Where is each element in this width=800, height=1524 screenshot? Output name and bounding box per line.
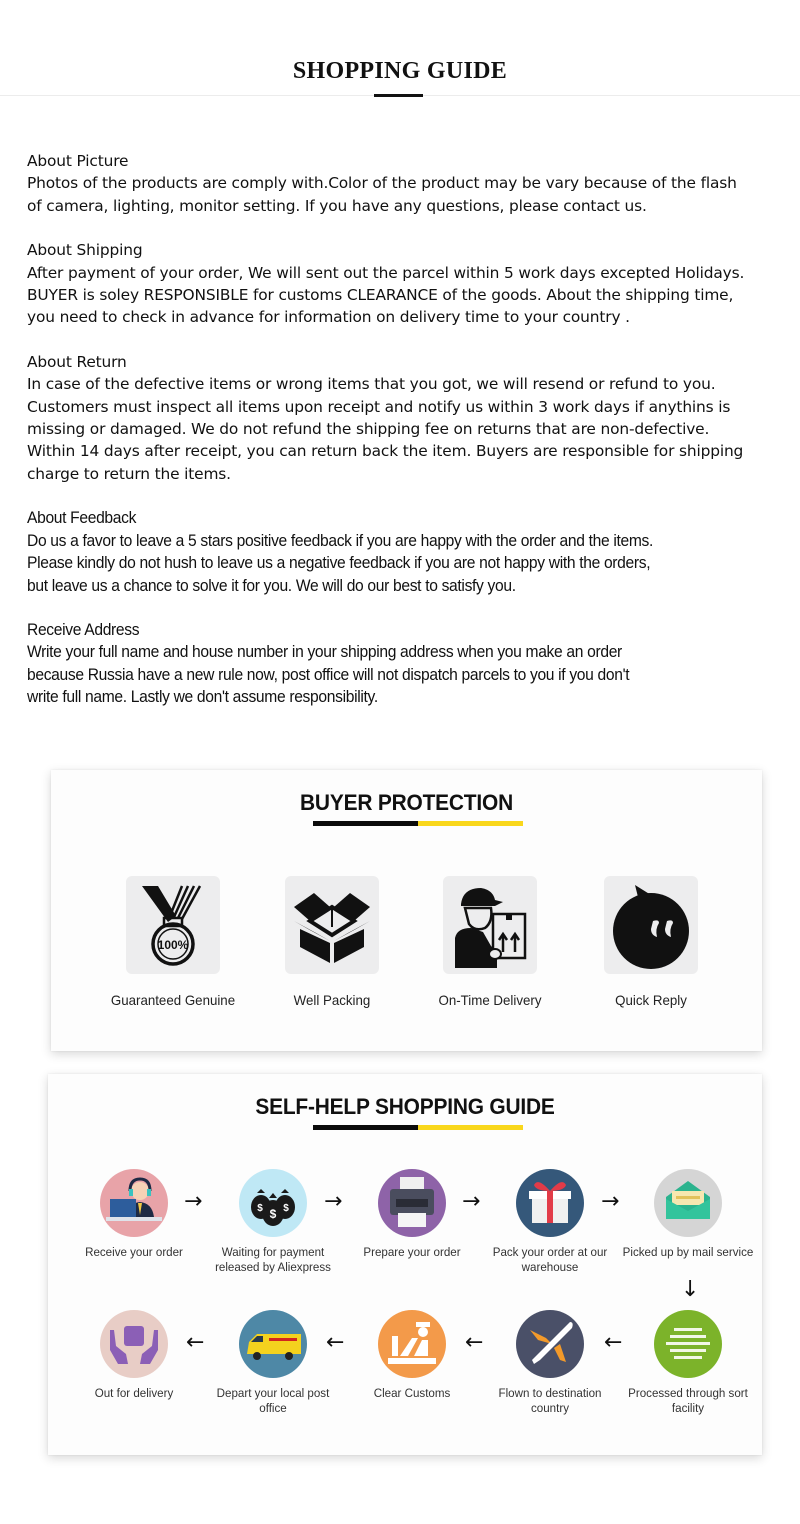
arrow-right-icon: →	[324, 1189, 343, 1214]
step-label: Receive your order	[85, 1245, 183, 1259]
shopping-guide-text	[27, 150, 787, 731]
step-clear-customs	[342, 1310, 482, 1401]
customs-officer-icon	[378, 1310, 446, 1378]
svg-text:$: $	[269, 1207, 277, 1221]
section-heading: About Feedback	[27, 508, 137, 528]
airplane-icon	[516, 1310, 584, 1378]
printer-icon	[378, 1169, 446, 1237]
title-accent-bar	[313, 1125, 523, 1130]
step-label: Clear Customs	[373, 1386, 451, 1400]
step-receive-order	[64, 1169, 204, 1260]
feature-on-time-delivery	[410, 876, 570, 1008]
step-picked-up	[618, 1169, 758, 1260]
page-title: SHOPPING GUIDE	[292, 58, 508, 84]
section-line: but leave us a chance to solve it for you. We will do our best to satisfy you.	[27, 575, 516, 595]
feature-label: Guaranteed Genuine	[110, 992, 236, 1008]
section-heading: Receive Address	[27, 619, 140, 639]
feature-quick-reply	[571, 876, 731, 1008]
section-heading: About Return	[27, 352, 127, 371]
chat-bubble-icon	[604, 876, 698, 974]
section-heading: About Picture	[27, 152, 129, 170]
section-about-picture	[27, 150, 787, 217]
section-line: write full name. Lastly we don't assume responsibility.	[27, 687, 378, 707]
feature-label: On-Time Delivery	[438, 992, 542, 1008]
section-line: Within 14 days after receipt, you can return back the item. Buyers are responsible for shipping	[27, 442, 744, 461]
hands-package-icon	[100, 1310, 168, 1378]
envelope-icon	[654, 1169, 722, 1237]
step-sort-facility	[618, 1310, 758, 1416]
section-line: BUYER is soley RESPONSIBLE for customs CLEARANCE of the goods. About the shipping time,	[27, 286, 734, 305]
section-line: charge to return the items.	[27, 464, 231, 483]
section-line: because Russia have a new rule now, post office will not dispatch parcels to you if you don't	[27, 664, 630, 684]
money-bags-icon	[239, 1169, 307, 1237]
svg-text:$: $	[283, 1203, 289, 1214]
step-prepare-order	[342, 1169, 482, 1260]
section-line: missing or damaged. We do not refund the shipping fee on returns that are non-defective.	[27, 420, 710, 439]
buyer-protection-title: BUYER PROTECTION	[300, 790, 513, 815]
section-receive-address	[27, 619, 787, 709]
section-line: Photos of the products are comply with.Color of the product may be vary because of the flash	[27, 174, 737, 193]
step-label: Processed through sort facility	[628, 1386, 748, 1415]
sort-lines-icon	[654, 1310, 722, 1378]
step-pack-order	[480, 1169, 620, 1275]
medal-100-percent-icon	[126, 876, 220, 974]
arrow-down-icon: ↓	[681, 1277, 700, 1302]
delivery-man-icon	[443, 876, 537, 974]
step-label: Waiting for payment released by Aliexpress	[215, 1245, 331, 1274]
step-waiting-payment	[203, 1169, 343, 1275]
section-line: Customers must inspect all items upon receipt and notify us within 3 work days if anythins is	[27, 397, 731, 416]
arrow-left-icon: ←	[326, 1330, 345, 1355]
open-box-icon	[285, 876, 379, 974]
feature-guaranteed-genuine	[93, 876, 253, 1008]
step-flown-destination	[480, 1310, 623, 1416]
arrow-left-icon: ←	[604, 1330, 623, 1355]
step-label: Depart your local post office	[216, 1386, 330, 1415]
feature-label: Well Packing	[293, 992, 371, 1008]
section-about-return	[27, 351, 787, 485]
section-heading: About Shipping	[27, 241, 143, 260]
delivery-van-icon	[239, 1310, 307, 1378]
feature-well-packing	[252, 876, 412, 1008]
gift-box-icon	[516, 1169, 584, 1237]
section-line: of camera, lighting, monitor setting. If you have any questions, please contact us.	[27, 196, 647, 215]
step-label: Picked up by mail service	[622, 1245, 754, 1259]
step-label: Prepare your order	[363, 1245, 461, 1259]
section-line: Do us a favor to leave a 5 stars positive feedback if you are happy with the order and the items.	[27, 530, 654, 550]
step-label: Pack your order at our warehouse	[492, 1245, 608, 1274]
arrow-right-icon: →	[462, 1189, 481, 1214]
section-line: Please kindly do not hush to leave us a negative feedback if you are not happy with the orders,	[27, 553, 651, 573]
svg-text:100%: 100%	[157, 938, 189, 952]
section-about-feedback	[27, 507, 787, 597]
self-help-guide-card	[48, 1074, 762, 1455]
section-line: you need to check in advance for information on delivery time to your country .	[27, 308, 630, 327]
arrow-right-icon: →	[184, 1189, 203, 1214]
title-underline	[374, 94, 423, 97]
title-accent-bar	[313, 821, 523, 826]
svg-text:$: $	[257, 1203, 263, 1214]
arrow-left-icon: ←	[465, 1330, 484, 1355]
step-depart-post-office	[203, 1310, 343, 1416]
section-line: Write your full name and house number in your shipping address when you make an order	[27, 642, 622, 662]
buyer-protection-card	[51, 770, 762, 1051]
step-label: Out for delivery	[94, 1386, 174, 1400]
arrow-right-icon: →	[601, 1189, 620, 1214]
section-about-shipping	[27, 239, 787, 329]
page-header	[0, 0, 800, 96]
step-label: Flown to destination country	[498, 1386, 602, 1415]
section-line: After payment of your order, We will sent out the parcel within 5 work days excepted Holidays.	[27, 263, 745, 282]
section-line: In case of the defective items or wrong items that you got, we will resend or refund to you.	[27, 375, 716, 394]
step-out-for-delivery	[64, 1310, 204, 1401]
feature-label: Quick Reply	[615, 992, 687, 1008]
self-help-title: SELF-HELP SHOPPING GUIDE	[255, 1094, 555, 1119]
arrow-left-icon: ←	[186, 1330, 205, 1355]
customer-service-icon	[100, 1169, 168, 1237]
